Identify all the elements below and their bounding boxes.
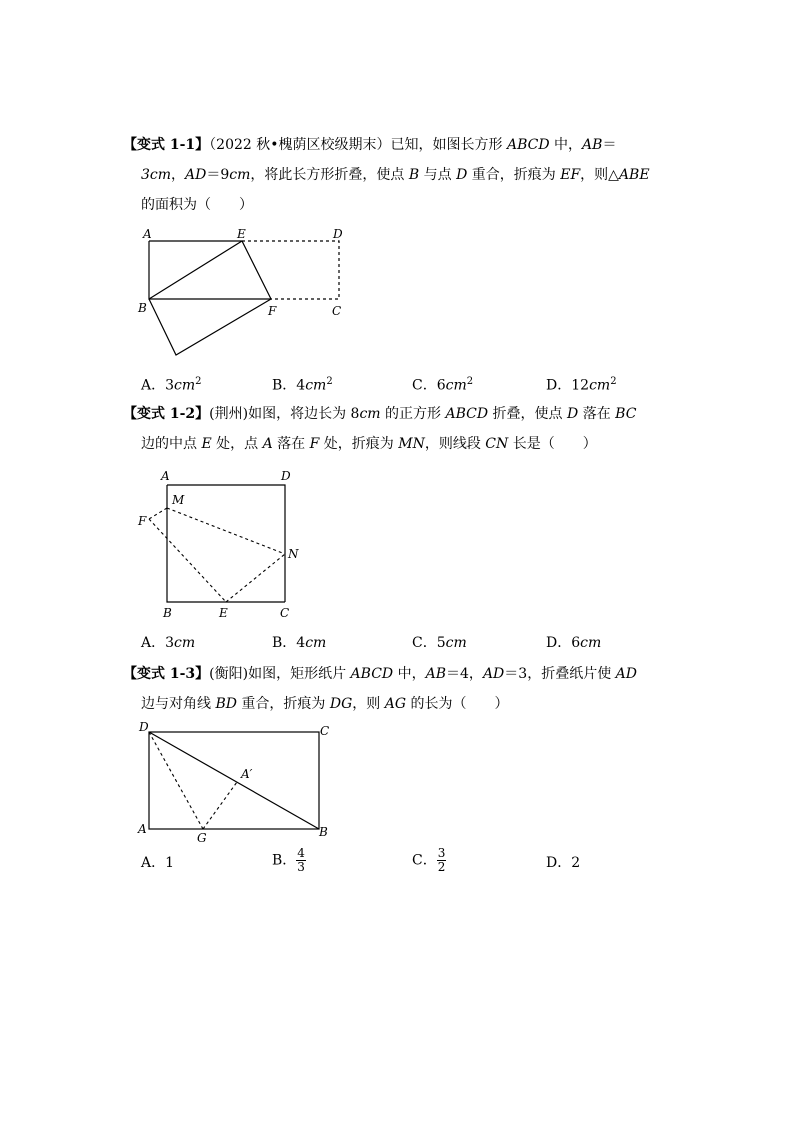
q1-figure — [130, 222, 360, 362]
q2-cm: cm — [359, 406, 381, 422]
q1-folded-flap — [149, 299, 271, 355]
q2-option-a[interactable]: A．3cm — [141, 635, 196, 651]
q1-ef: EF — [560, 167, 581, 183]
q3-tag: 【变式 1-3】 — [123, 666, 210, 682]
q1-eq: ＝ — [602, 137, 617, 153]
q1-b: B — [408, 167, 420, 183]
q1-d: D — [456, 167, 468, 183]
q1-label-c: C — [332, 304, 342, 318]
q1-line3: 的面积为（ ） — [141, 197, 253, 213]
q3-label-a: A — [138, 822, 147, 836]
q3-option-b[interactable]: B． $\frac{4}{3}$ — [272, 846, 305, 874]
q3-option-c[interactable]: C． $\frac{3}{2}$ — [412, 846, 446, 874]
q2-abcd: ABCD — [445, 406, 489, 422]
q3-label-g: G — [197, 831, 207, 845]
q2-segment-en — [226, 554, 285, 602]
q1-label-a: A — [143, 227, 152, 241]
q3-line1: 【变式 1-3】(衡阳)如图，矩形纸片 ABCD 中，AB＝4，AD＝3，折叠纸片使 AD — [123, 666, 637, 682]
q2-mid: 的正方形 — [380, 406, 446, 422]
q2-pre: (荆州)如图，将边长为 — [209, 406, 351, 422]
q1-fold: ，将此长方形折叠，使点 — [250, 167, 409, 183]
q1-rect-abfe — [149, 241, 271, 299]
q1-segment-be — [149, 241, 242, 299]
q3-crease-dg — [149, 732, 203, 829]
q1-source: （2022 秋•槐荫区校级期末）已知，如图长方形 — [209, 137, 507, 153]
q2-label-b: B — [163, 606, 172, 620]
q3-label-d: D — [139, 720, 149, 734]
q1-overlap: 重合，折痕为 — [467, 167, 561, 183]
q1-3cm: 3cm — [141, 167, 172, 183]
q2-option-c[interactable]: C．5cm — [412, 635, 467, 651]
q1-then: ，则△ — [580, 167, 619, 183]
q1-label-f: F — [268, 304, 277, 318]
q2-sides-ab-bc — [167, 485, 285, 602]
q3-option-d[interactable]: D．2 — [546, 855, 581, 871]
q1-cm: cm — [229, 167, 251, 183]
q2-sides-ad-dn — [167, 485, 285, 554]
q1-with: 与点 — [419, 167, 457, 183]
q2-crease-mn — [167, 508, 285, 554]
q2-segment-mf — [149, 508, 167, 519]
q1-label-b: B — [138, 301, 147, 315]
q3-fraction-b: $\frac{4}{3}$ — [297, 846, 305, 874]
q1-line1 — [123, 135, 616, 155]
q2-label-c: C — [280, 606, 290, 620]
q1-option-d[interactable]: D．$12cm^2$ — [546, 376, 617, 394]
q2-label-n: N — [288, 547, 299, 561]
q1-mid: 中， — [549, 137, 583, 153]
q1-ab: AB — [582, 137, 603, 153]
q2-figure — [130, 462, 320, 622]
q2-len: 8 — [350, 406, 360, 422]
q2-label-e: E — [219, 606, 228, 620]
q1-label-d: D — [333, 227, 343, 241]
q3-figure — [130, 718, 340, 848]
q2-line1 — [123, 404, 636, 424]
q1-option-c[interactable]: C．$6cm^2$ — [412, 376, 474, 394]
q1-option-a[interactable]: A．$3cm^2$ — [141, 376, 202, 394]
q2-label-m: M — [172, 493, 185, 507]
q3-label-a-prime: A′ — [241, 767, 253, 781]
q1-comma: ， — [171, 167, 186, 183]
q2-label-d: D — [281, 469, 291, 483]
q2-fall: 落在 — [578, 406, 616, 422]
q2-label-f: F — [138, 514, 147, 528]
q3-option-a[interactable]: A．1 — [141, 855, 175, 871]
q2-tag: 【变式 1-2】 — [123, 406, 210, 422]
q3-fraction-c: $\frac{3}{2}$ — [437, 846, 446, 874]
q1-abcd: ABCD — [506, 137, 550, 153]
q3-diagonal-bd — [149, 732, 319, 829]
q1-eq9: ＝9 — [206, 167, 230, 183]
q1-tag: 【变式 1-1】 — [123, 137, 210, 153]
q1-option-b[interactable]: B．$4cm^2$ — [272, 376, 333, 394]
q2-label-a: A — [161, 469, 170, 483]
q3-label-c: C — [320, 724, 330, 738]
q2-fold: 折叠，使点 — [488, 406, 568, 422]
q2-option-d[interactable]: D．6cm — [546, 635, 602, 651]
q3-line2: 边与对角线 BD 重合，折痕为 DG，则 AG 的长为（ ） — [141, 696, 509, 712]
q3-label-b: B — [319, 825, 328, 839]
q1-label-e: E — [237, 227, 246, 241]
q1-ad: AD — [185, 167, 207, 183]
q2-line2: 边的中点 E 处，点 A 落在 F 处，折痕为 MN，则线段 CN 长是（ ） — [141, 436, 597, 452]
q2-d: D — [567, 406, 579, 422]
q2-segment-fe — [149, 519, 226, 602]
q1-line2 — [141, 165, 650, 185]
q1-abe: ABE — [618, 167, 650, 183]
q3-segment-ga1 — [203, 782, 237, 829]
q2-bc: BC — [615, 406, 637, 422]
q2-option-b[interactable]: B．4cm — [272, 635, 327, 651]
